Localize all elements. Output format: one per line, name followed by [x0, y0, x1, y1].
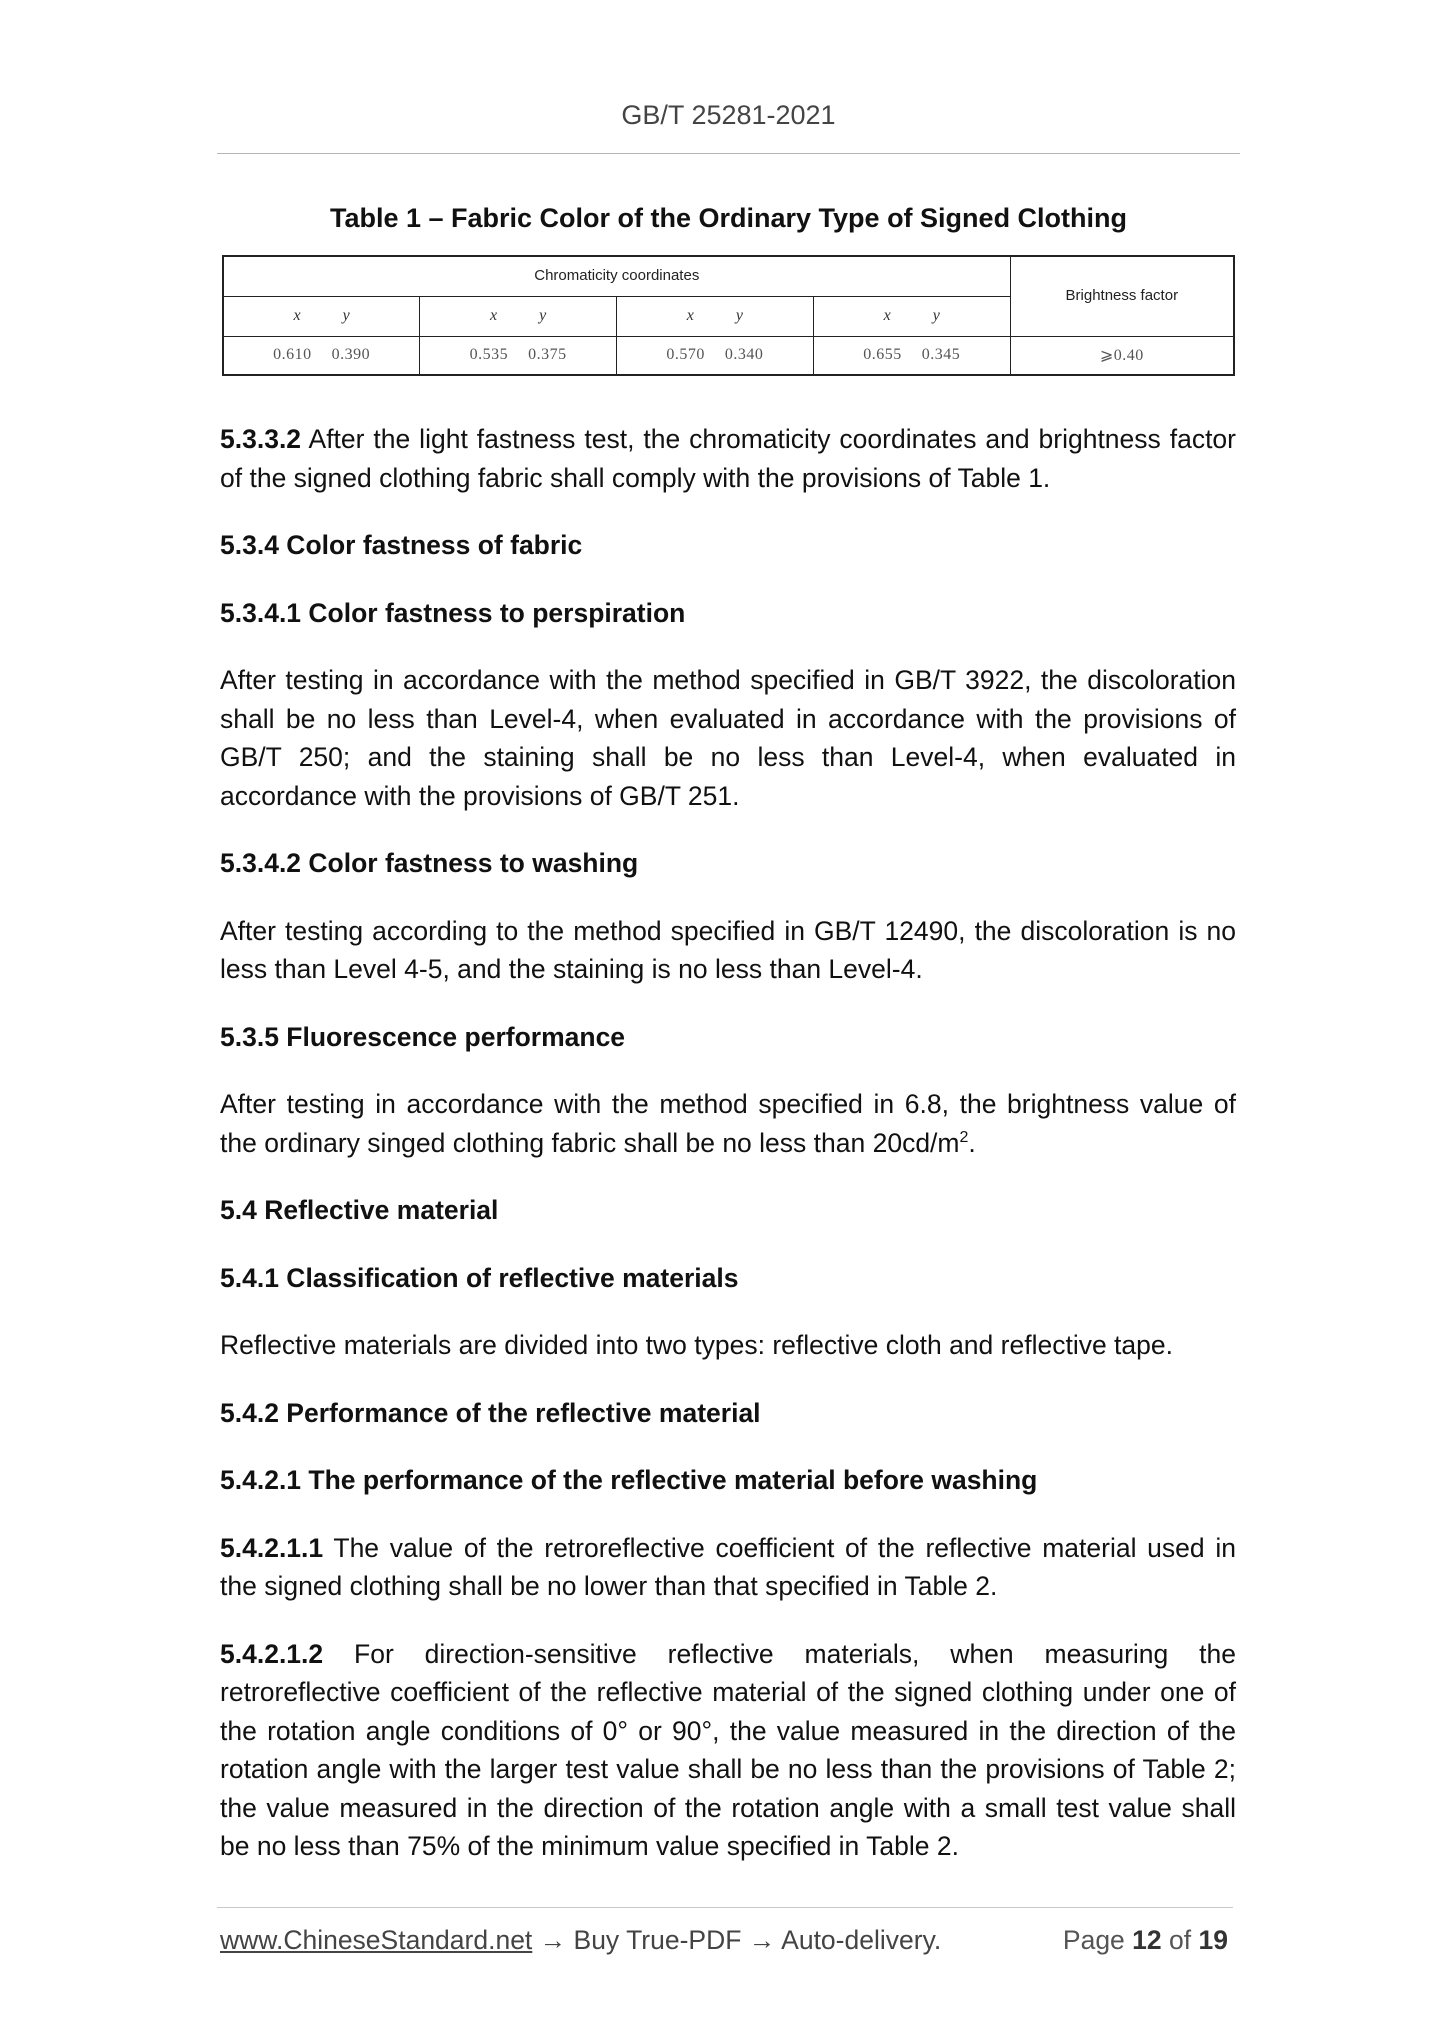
heading-5-4-2: 5.4.2 Performance of the reflective material: [220, 1397, 761, 1428]
paragraph-5-3-5: After testing in accordance with the method specified in 6.8, the brightness value of the ordinary singed clothing fabric shall be no less than $20cd/m^2$.: [220, 1089, 1236, 1158]
value-cell: 0.570 0.340: [617, 336, 814, 375]
var-cell: x y: [617, 296, 814, 336]
footer-promo: www.ChineseStandard.net → Buy True-PDF → Auto-delivery.: [220, 1925, 942, 1955]
heading-5-3-4-2: 5.3.4.2 Color fastness to washing: [220, 848, 639, 878]
header-divider: [217, 153, 1240, 154]
paragraph-5-4-1: Reflective materials are divided into two types: reflective cloth and reflective tape.: [220, 1330, 1173, 1360]
paragraph-5-3-4-1: After testing in accordance with the method specified in GB/T 3922, the discoloration shall be no less than Level-4, when evaluated in accordance with the provisions of GB/T 250; and the staining shall be no less than Level-4, when evaluated in accordance with the provisions of GB/T 251.: [220, 665, 1236, 811]
heading-5-3-5: 5.3.5 Fluorescence performance: [220, 1021, 626, 1052]
paragraph-5-3-3-2: 5.3.3.2 After the light fastness test, the chromaticity coordinates and brightness factor of the signed clothing fabric shall comply with the provisions of Table 1.: [220, 424, 1236, 493]
value-cell: 0.610 0.390: [223, 336, 420, 375]
table-1-title: Table 1 – Fabric Color of the Ordinary Type of Signed Clothing: [329, 203, 1128, 233]
brightness-value-cell: ⩾0.40: [1010, 336, 1234, 375]
paragraph-5-3-4-2: After testing according to the method specified in GB/T 12490, the discoloration is no less than Level 4-5, and the staining is no less than Level-4.: [220, 915, 1236, 984]
heading-5-4-1: 5.4.1 Classification of reflective materials: [220, 1262, 739, 1293]
value-cell: 0.655 0.345: [813, 336, 1010, 375]
var-cell: x y: [223, 296, 420, 336]
value-cell: 0.535 0.375: [420, 336, 617, 375]
brightness-header: Brightness factor: [1010, 256, 1234, 336]
heading-5-3-4-1: 5.3.4.1 Color fastness to perspiration: [220, 597, 686, 628]
paragraph-5-4-2-1-1: 5.4.2.1.1 The value of the retroreflective coefficient of the reflective material used in the signed clothing shall be no lower than that specified in Table 2.: [220, 1532, 1236, 1601]
document-header-title: GB/T 25281-2021: [621, 100, 836, 130]
heading-5-4-2-1: 5.4.2.1 The performance of the reflective material before washing: [220, 1465, 1038, 1495]
footer-divider: [217, 1907, 1233, 1908]
page-indicator: Page 12 of 19: [1062, 1925, 1228, 1955]
chinesestandard-link[interactable]: www.ChineseStandard.net: [220, 1925, 533, 1955]
paragraph-5-4-2-1-2: 5.4.2.1.2 For direction-sensitive reflective materials, when measuring the retroreflective coefficient of the reflective material of the signed clothing under one of the rotation angle conditions of 0° or 90°, the value measured in the direction of the rotation angle with the larger test value shall be no less than the provisions of Table 2; the value measured in the direction of the rotation angle with a small test value shall be no less than 75% of the minimum value specified in Table 2.: [220, 1638, 1236, 1861]
table-value-row: [223, 336, 1234, 375]
var-cell: x y: [813, 296, 1010, 336]
document-body: [220, 420, 1236, 1866]
var-cell: x y: [420, 296, 617, 336]
heading-5-3-4: 5.3.4 Color fastness of fabric: [220, 530, 583, 560]
chromaticity-header: Chromaticity coordinates: [223, 256, 1010, 296]
heading-5-4: 5.4 Reflective material: [220, 1195, 499, 1225]
table-1: [222, 255, 1235, 376]
